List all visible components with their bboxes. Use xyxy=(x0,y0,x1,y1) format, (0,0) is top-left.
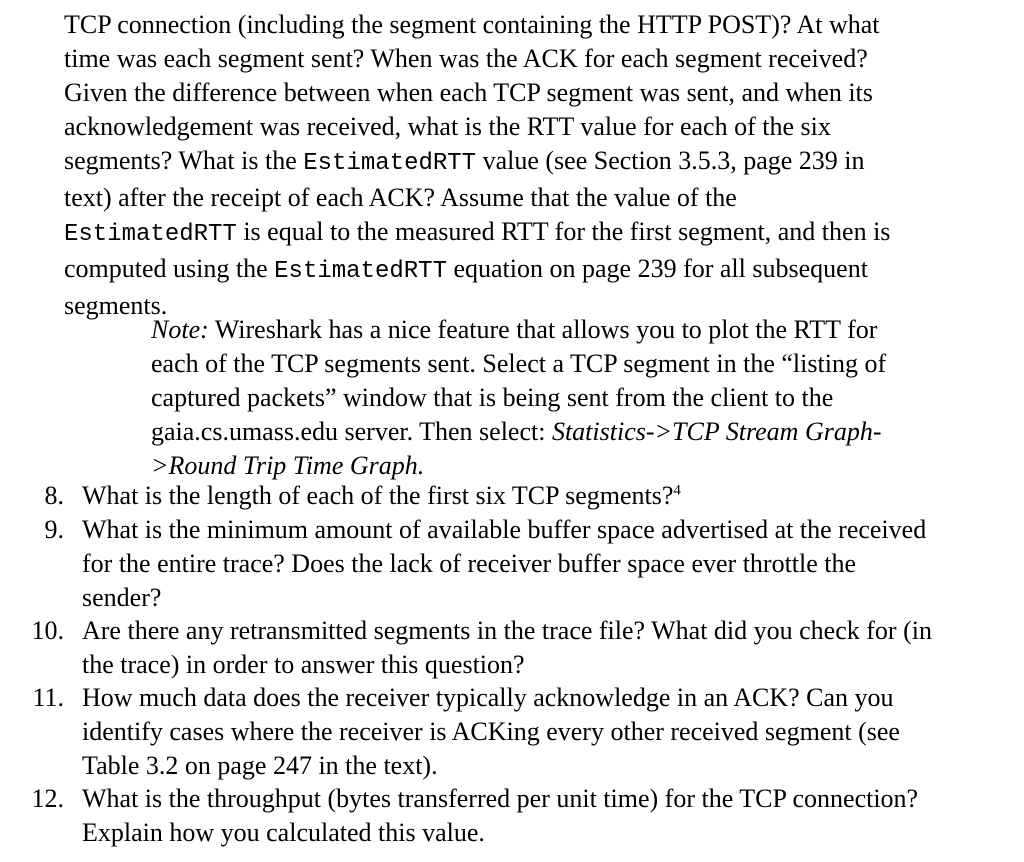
text-line: Explain how you calculated this value. xyxy=(82,818,485,847)
italic-text: Statistics->TCP Stream Graph- xyxy=(551,417,882,446)
note-line: each of the TCP segments sent. Select a TCP segment in the “listing of xyxy=(151,349,887,378)
text-line: Given the difference between when each TCP segment was sent, and when its xyxy=(64,78,873,107)
text-line: acknowledgement was received, what is the RTT value for each of the six xyxy=(64,112,831,141)
note-line: Note: Wireshark has a nice feature that allows you to plot the RTT for xyxy=(151,315,878,344)
text-line: Are there any retransmitted segments in the trace file? What did you check for (in xyxy=(82,616,932,645)
text-line: for the entire trace? Does the lack of receiver buffer space ever throttle the xyxy=(82,549,857,578)
code-term: EstimatedRTT xyxy=(274,258,447,285)
text-line: the trace) in order to answer this question? xyxy=(82,650,525,679)
question-7-continuation xyxy=(64,8,890,323)
question-text xyxy=(82,614,932,682)
question-number: 9. xyxy=(44,515,64,544)
text-line: Table 3.2 on page 247 in the text). xyxy=(82,751,438,780)
note-line: captured packets” window that is being sent from the client to the xyxy=(151,383,834,412)
text-line: What is the length of each of the first six TCP segments?$^4$ xyxy=(82,481,681,510)
text-line: TCP connection (including the segment containing the HTTP POST)? At what xyxy=(64,10,880,39)
question-text xyxy=(82,479,681,513)
question-text xyxy=(82,782,918,850)
wireshark-note xyxy=(151,313,886,483)
text-line: segments? What is the EstimatedRTT value (see Section 3.5.3, page 239 in xyxy=(64,146,865,177)
text-line: What is the throughput (bytes transferred per unit time) for the TCP connection? xyxy=(82,784,919,813)
text-line: How much data does the receiver typically acknowledge in an ACK? Can you xyxy=(82,683,894,712)
footnote-marker: 4 xyxy=(673,482,681,499)
text-line: computed using the EstimatedRTT equation on page 239 for all subsequent xyxy=(64,254,868,285)
note-line: gaia.cs.umass.edu server. Then select: Statistics->TCP Stream Graph- xyxy=(151,417,882,446)
italic-text: Note: xyxy=(151,315,209,344)
question-number: 10. xyxy=(31,616,64,645)
note-line xyxy=(151,449,886,483)
text-line: What is the minimum amount of available buffer space advertised at the received xyxy=(82,515,927,544)
text-line: text) after the receipt of each ACK? Assume that the value of the xyxy=(64,183,737,212)
question-text xyxy=(82,513,926,615)
question-number: 11. xyxy=(32,683,64,712)
text-line: sender? xyxy=(82,583,162,612)
code-term: EstimatedRTT xyxy=(303,150,477,177)
text-line: segments. xyxy=(64,291,168,320)
question-number: 8. xyxy=(44,481,64,510)
text-line: time was each segment sent? When was the ACK for each segment received? xyxy=(64,44,868,73)
code-term: EstimatedRTT xyxy=(64,221,237,248)
text-line: EstimatedRTT is equal to the measured RTT for the first segment, and then is xyxy=(64,217,891,248)
italic-text: >Round Trip Time Graph. xyxy=(151,451,425,480)
question-number: 12. xyxy=(31,784,64,813)
question-text xyxy=(82,681,900,783)
text-line: identify cases where the receiver is ACKing every other received segment (see xyxy=(82,717,900,746)
